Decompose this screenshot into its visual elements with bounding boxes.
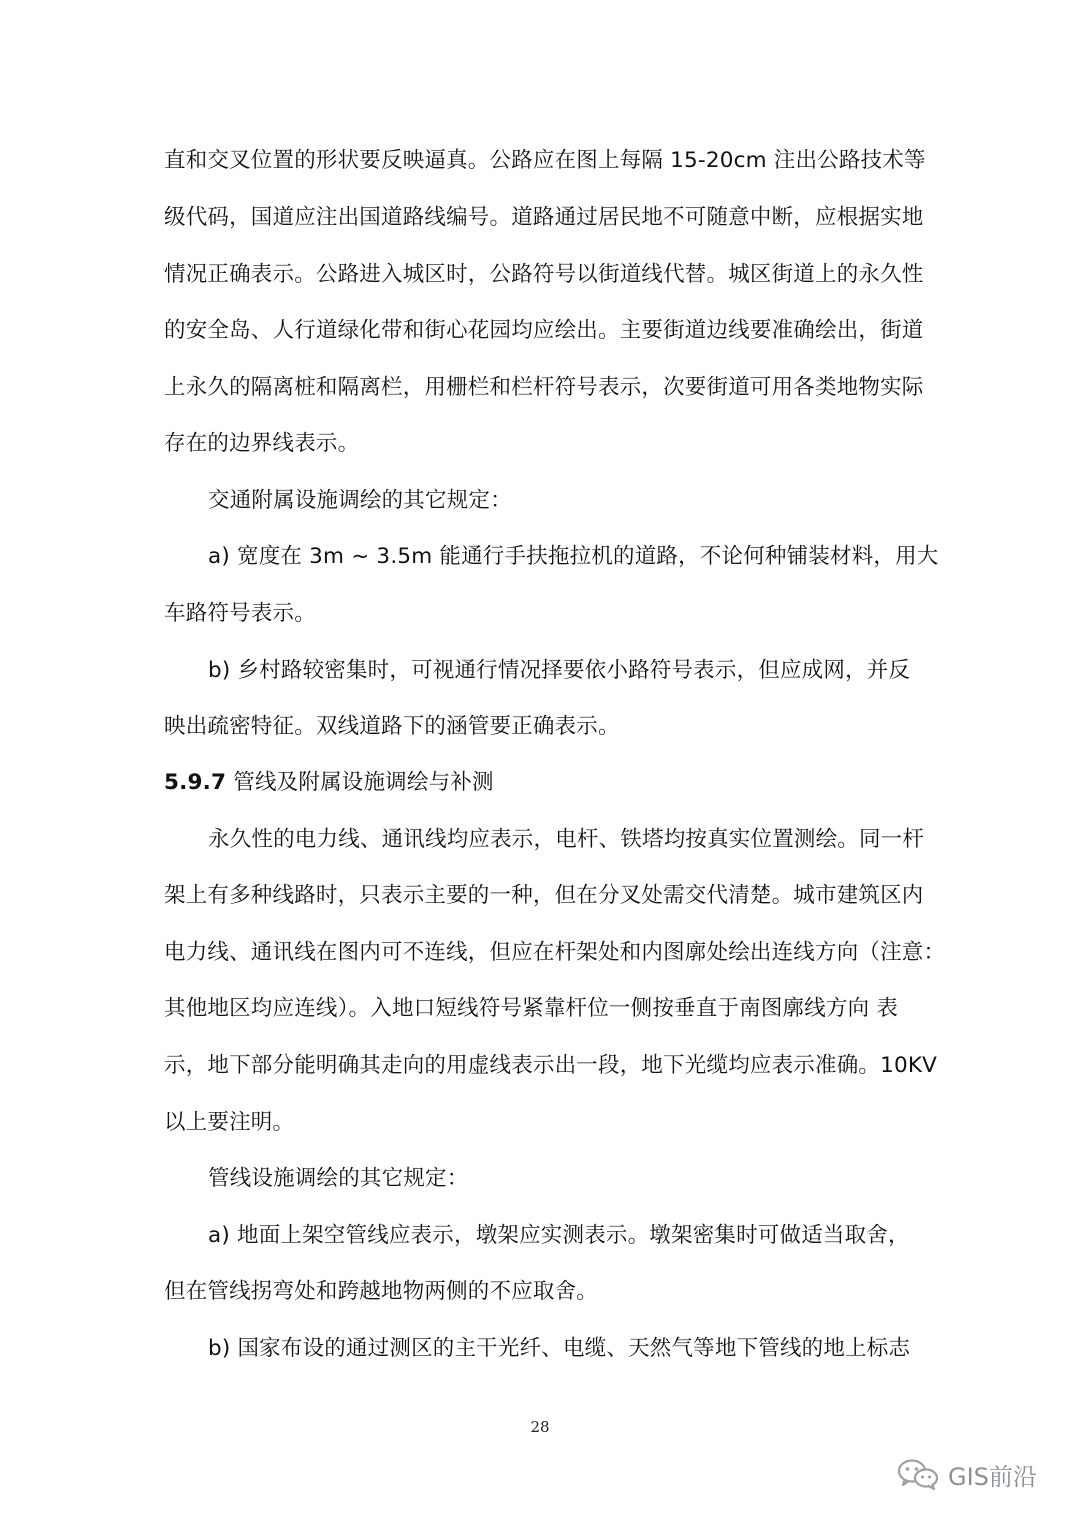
watermark xyxy=(896,1454,1037,1494)
text-line: 架上有多种线路时，只表示主要的一种，但在分叉处需交代清楚。城市建筑区内 xyxy=(164,883,924,908)
text-line: 的安全岛、人行道绿化带和街心花园均应绘出。主要街道边线要准确绘出，街道 xyxy=(164,318,924,343)
section-number: 5.9.7 xyxy=(164,770,227,795)
text-line: 情况正确表示。公路进入城区时，公路符号以街道线代替。城区街道上的永久性 xyxy=(164,262,924,287)
text-line: a) 地面上架空管线应表示，墩架应实测表示。墩架密集时可做适当取舍， xyxy=(208,1223,910,1248)
text-line: 其他地区均应连线）。入地口短线符号紧靠杆位一侧按垂直于南图廓线方向 表 xyxy=(164,996,899,1021)
section-title: 管线及附属设施调绘与补测 xyxy=(233,770,494,795)
text-line: 映出疏密特征。双线道路下的涵管要正确表示。 xyxy=(164,714,620,739)
text-line: 存在的边界线表示。 xyxy=(164,431,360,456)
text-line: 直和交叉位置的形状要反映逼真。公路应在图上每隔 15-20cm 注出公路技术等 xyxy=(164,148,926,173)
text-line: 管线设施调绘的其它规定： xyxy=(208,1166,469,1191)
text-line: a) 宽度在 3m ~ 3.5m 能通行手扶拖拉机的道路，不论何种铺装材料，用大 xyxy=(208,544,939,569)
text-line: b) 国家布设的通过测区的主干光纤、电缆、天然气等地下管线的地上标志 xyxy=(208,1336,911,1361)
text-line: 永久性的电力线、通讯线均应表示，电杆、铁塔均按真实位置测绘。同一杆 xyxy=(208,827,925,852)
text-line: 级代码，国道应注出国道路线编号。道路通过居民地不可随意中断，应根据实地 xyxy=(164,205,924,230)
text-line: 但在管线拐弯处和跨越地物两侧的不应取舍。 xyxy=(164,1279,599,1304)
text-line: 车路符号表示。 xyxy=(164,601,316,626)
text-line: 上永久的隔离桩和隔离栏，用栅栏和栏杆符号表示，次要街道可用各类地物实际 xyxy=(164,375,924,400)
wechat-icon xyxy=(896,1456,940,1492)
section-heading xyxy=(164,768,924,798)
text-line: 以上要注明。 xyxy=(164,1110,295,1135)
text-line: 交通附属设施调绘的其它规定： xyxy=(208,488,512,513)
watermark-text: GIS前沿 xyxy=(948,1462,1037,1491)
text-line: b) 乡村路较密集时，可视通行情况择要依小路符号表示，但应成网，并反 xyxy=(208,658,911,683)
text-line: 示，地下部分能明确其走向的用虚线表示出一段，地下光缆均应表示准确。10KV xyxy=(164,1053,938,1078)
page-number: 28 xyxy=(530,1418,550,1436)
text-line: 电力线、通讯线在图内可不连线，但应在杆架处和内图廓处绘出连线方向（注意： xyxy=(164,940,946,965)
